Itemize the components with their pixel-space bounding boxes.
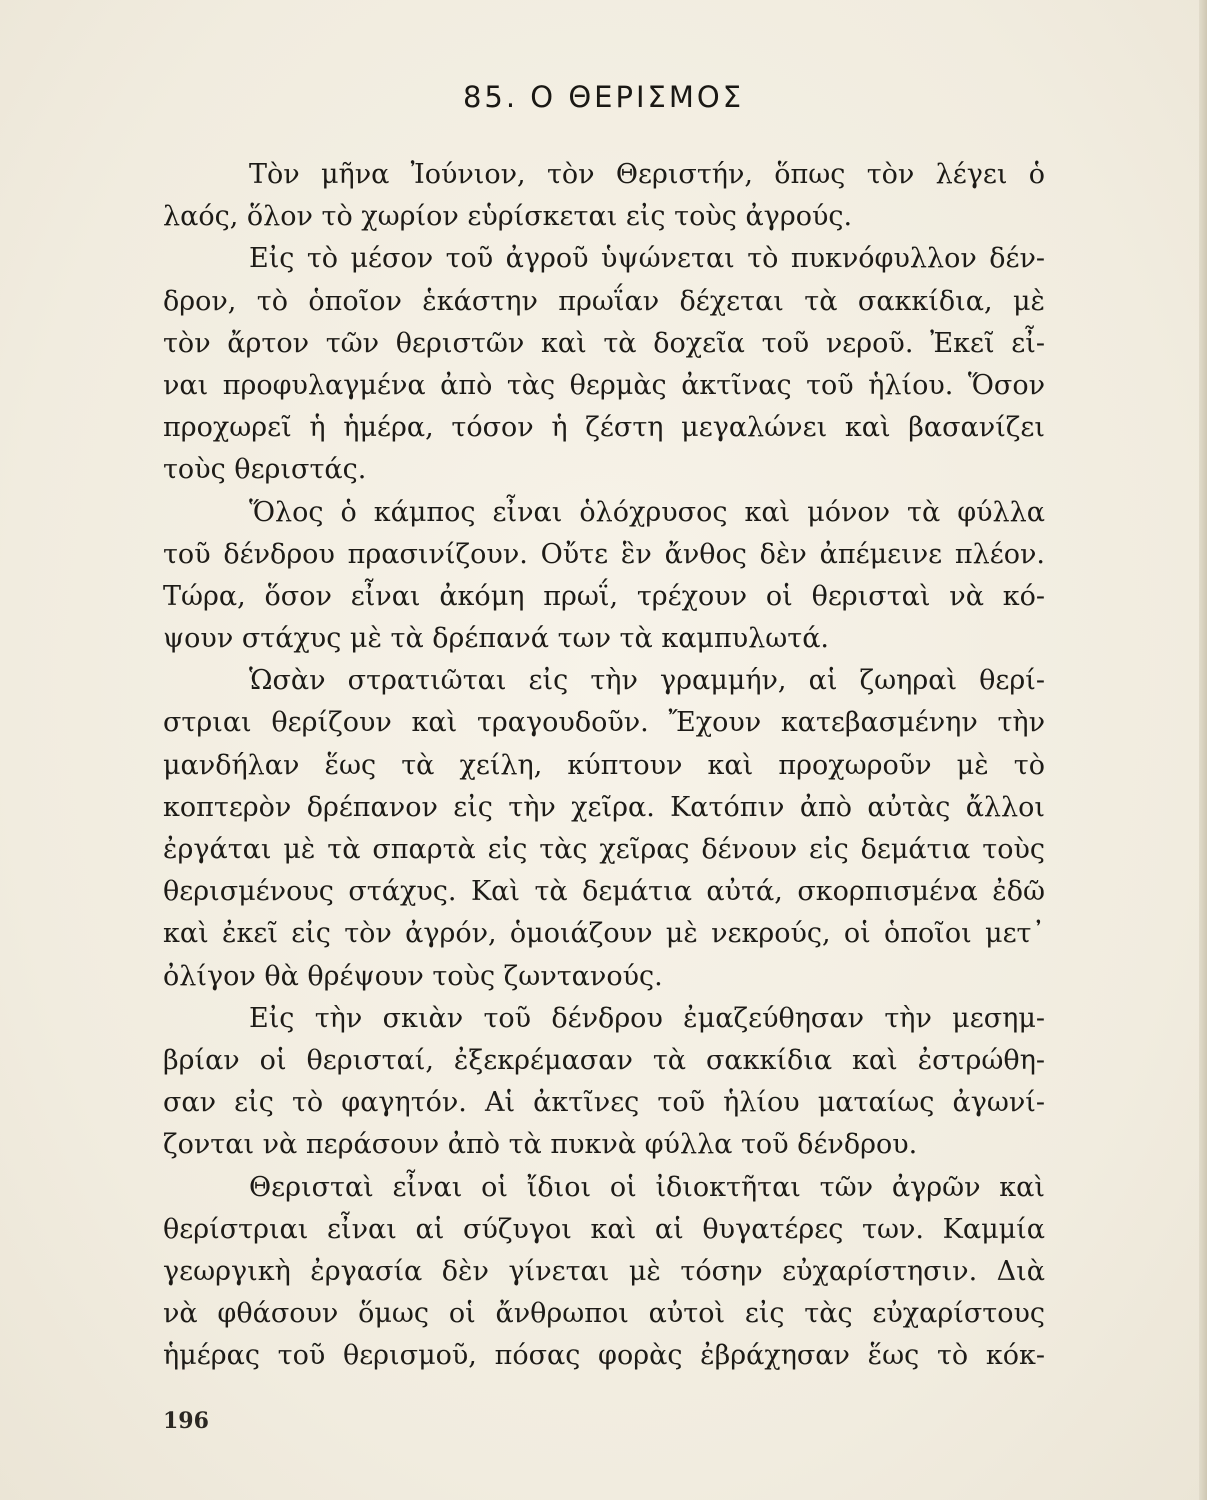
text-line: Εἰς τὸ μέσον τοῦ ἀγροῦ ὑψώνεται τὸ πυκνόφυλλον δέν-	[249, 243, 1045, 275]
text-line: καὶ ἐκεῖ εἰς τὸν ἀγρόν, ὁμοιάζουν μὲ νεκρούς, οἱ ὁποῖοι μετ᾽	[163, 918, 1045, 950]
text-line: τοῦ δένδρου πρασινίζουν. Οὔτε ἓν ἄνθος δὲν ἀπέμεινε πλέον.	[163, 538, 1045, 570]
text-line: ὀλίγον θὰ θρέψουν τοὺς ζωντανούς.	[163, 960, 663, 992]
text-line: γεωργικὴ ἐργασία δὲν γίνεται μὲ τόσην εὐχαρίστησιν. Διὰ	[163, 1255, 1045, 1287]
text-line: δρον, τὸ ὁποῖον ἑκάστην πρωΐαν δέχεται τὰ σακκίδια, μὲ	[163, 285, 1045, 317]
chapter-title: 85. Ο ΘΕΡΙΣΜΟΣ	[462, 80, 745, 114]
page-edge	[1199, 0, 1207, 1500]
page-number: 196	[163, 1408, 209, 1434]
text-line: ζονται νὰ περάσουν ἀπὸ τὰ πυκνὰ φύλλα τοῦ δένδρου.	[163, 1129, 918, 1161]
text-line: ἐργάται μὲ τὰ σπαρτὰ εἰς τὰς χεῖρας δένουν εἰς δεμάτια τοὺς	[163, 834, 1045, 865]
text-line: μανδήλαν ἕως τὰ χείλη, κύπτουν καὶ προχωροῦν μὲ τὸ	[163, 749, 1045, 781]
text-line: Εἰς τὴν σκιὰν τοῦ δένδρου ἐμαζεύθησαν τὴν μεσημ-	[249, 1002, 1045, 1034]
text-line: λαός, ὅλον τὸ χωρίον εὑρίσκεται εἰς τοὺς ἀγρούς.	[163, 201, 853, 233]
text-line: στριαι θερίζουν καὶ τραγουδοῦν. Ἔχουν κατεβασμένην τὴν	[163, 707, 1045, 739]
text-line: ψουν στάχυς μὲ τὰ δρέπανά των τὰ καμπυλωτά.	[163, 623, 830, 655]
text-line: Τὸν μῆνα Ἰούνιον, τὸν Θεριστήν, ὅπως τὸν λέγει ὁ	[249, 159, 1045, 190]
text-line: ναι προφυλαγμένα ἀπὸ τὰς θερμὰς ἀκτῖνας τοῦ ἡλίου. Ὅσον	[163, 369, 1045, 401]
text-line: τὸν ἄρτον τῶν θεριστῶν καὶ τὰ δοχεῖα τοῦ νεροῦ. Ἐκεῖ εἶ-	[163, 327, 1045, 359]
text-line: τοὺς θεριστάς.	[163, 454, 367, 486]
text-line: θερισμένους στάχυς. Καὶ τὰ δεμάτια αὐτά, σκορπισμένα ἐδῶ	[163, 876, 1045, 908]
text-line: νὰ φθάσουν ὅμως οἱ ἄνθρωποι αὐτοὶ εἰς τὰς εὐχαρίστους	[163, 1298, 1045, 1330]
text-line: Θερισταὶ εἶναι οἱ ἴδιοι οἱ ἰδιοκτῆται τῶν ἀγρῶν καὶ	[249, 1171, 1045, 1203]
text-line: Τώρα, ὅσον εἶναι ἀκόμη πρωΐ, τρέχουν οἱ θερισταὶ νὰ κό-	[163, 580, 1045, 612]
text-line: κοπτερὸν δρέπανον εἰς τὴν χεῖρα. Κατόπιν ἀπὸ αὐτὰς ἄλλοι	[163, 791, 1045, 823]
text-line: σαν εἰς τὸ φαγητόν. Αἱ ἀκτῖνες τοῦ ἡλίου ματαίως ἀγωνί-	[163, 1087, 1045, 1119]
text-line: προχωρεῖ ἡ ἡμέρα, τόσον ἡ ζέστη μεγαλώνει καὶ βασανίζει	[163, 412, 1045, 444]
text-line: Ὅλος ὁ κάμπος εἶναι ὁλόχρυσος καὶ μόνον τὰ φύλλα	[249, 496, 1045, 528]
text-line: βρίαν οἱ θερισταί, ἐξεκρέμασαν τὰ σακκίδια καὶ ἐστρώθη-	[163, 1044, 1045, 1076]
text-line: θερίστριαι εἶναι αἱ σύζυγοι καὶ αἱ θυγατέρες των. Καμμία	[163, 1213, 1045, 1245]
text-line: Ὡσὰν στρατιῶται εἰς τὴν γραμμήν, αἱ ζωηραὶ θερί-	[249, 665, 1045, 697]
text-line: ἡμέρας τοῦ θερισμοῦ, πόσας φορὰς ἐβράχησαν ἕως τὸ κόκ-	[163, 1340, 1045, 1372]
body-text	[163, 154, 1045, 1377]
